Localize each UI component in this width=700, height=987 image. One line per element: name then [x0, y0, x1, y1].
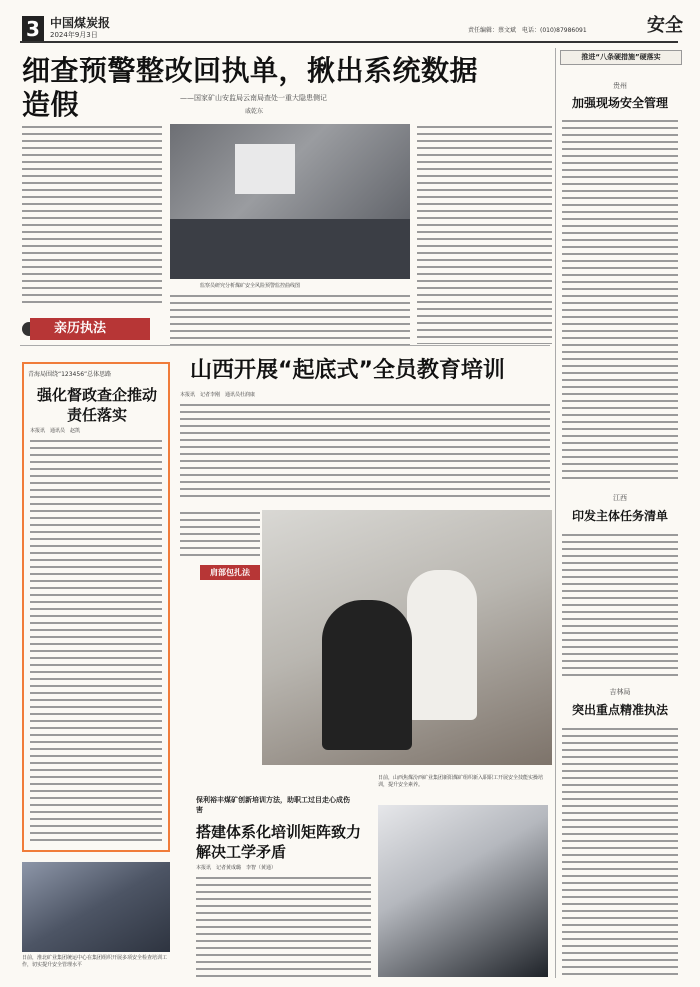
sidebar-divider	[555, 48, 556, 978]
boxed-story-headline: 强化督政查企推动责任落实	[36, 386, 157, 424]
mid-text	[180, 402, 550, 502]
sidebar-headline-3: 突出重点精准执法	[571, 703, 668, 717]
sidebar-province-3: 吉林局	[609, 688, 631, 696]
sidebar-headline-1: 加强现场安全管理	[571, 96, 668, 110]
page-number: 3	[22, 16, 44, 42]
section-title: 安全	[647, 15, 683, 36]
bottom-middle-caption: 日前，山西焦煤汾西矿业集团新阳煤矿组织新入职职工开展安全技能实操培训，提升安全素养。	[378, 775, 544, 788]
mid-byline: 本报讯 记者李刚 通讯员杜润康	[180, 392, 256, 398]
mid-photo	[262, 510, 552, 765]
mid-photo-label: 肩部包扎法	[200, 565, 260, 580]
editor-line: 责任编辑：蔡文斌 电话：(010)87986091	[468, 27, 587, 34]
mid-headline: 山西开展“起底式”全员教育培训	[190, 358, 505, 383]
lead-photo-caption: 监察员研究分析煤矿安全风险预警监控曲线图	[200, 283, 301, 289]
masthead: 中国煤炭报	[50, 16, 111, 30]
bottom-left-caption: 日前，淮北矿业集团统运中心在集团组织开展多项安全检查培训工作，切实提升安全管理水平	[22, 955, 168, 968]
bottom-story-text	[196, 875, 371, 980]
section-divider	[20, 345, 550, 346]
issue-date: 2024年9月3日	[50, 31, 98, 39]
sidebar-title: 推进“八条硬措施”硬落实	[560, 50, 682, 65]
bottom-middle-photo	[378, 805, 548, 977]
bottom-story-kicker: 保利裕丰煤矿创新培训方法，助职工过目走心成伤害	[196, 796, 350, 814]
sidebar-text-3	[562, 726, 678, 978]
lead-photo	[170, 124, 410, 279]
sidebar-text-2	[562, 532, 678, 680]
header-divider	[20, 41, 678, 43]
bottom-story-byline: 本报讯 记者黄成璐 李智（黄通）	[196, 865, 277, 871]
lead-byline: 戚乾东	[245, 108, 264, 115]
boxed-story-text	[30, 438, 162, 843]
lead-subhead: ——国家矿山安监局云南局查处一重大隐患侧记	[180, 94, 327, 102]
lead-text-col-3	[417, 124, 552, 344]
lead-text-col-1	[22, 124, 162, 304]
sidebar-province-2: 江西	[613, 494, 627, 502]
sidebar-province-1: 贵州	[613, 82, 627, 90]
lead-headline: 细查预警整改回执单，揪出系统数据造假	[22, 54, 479, 121]
boxed-story-kicker: 青海局围绕“123456”总体思路	[28, 371, 112, 378]
bottom-story-headline: 搭建体系化培训矩阵致力解决工学矛盾	[196, 823, 362, 861]
boxed-story-byline: 本报讯 通讯员 赵凯	[30, 428, 81, 434]
column-banner: 亲历执法	[30, 318, 150, 340]
sidebar-headline-2: 印发主体任务清单	[571, 509, 668, 523]
lead-text-col-2	[170, 293, 410, 348]
mid-text-left	[180, 510, 260, 560]
bottom-left-photo	[22, 862, 170, 952]
sidebar-text-1	[562, 118, 678, 483]
